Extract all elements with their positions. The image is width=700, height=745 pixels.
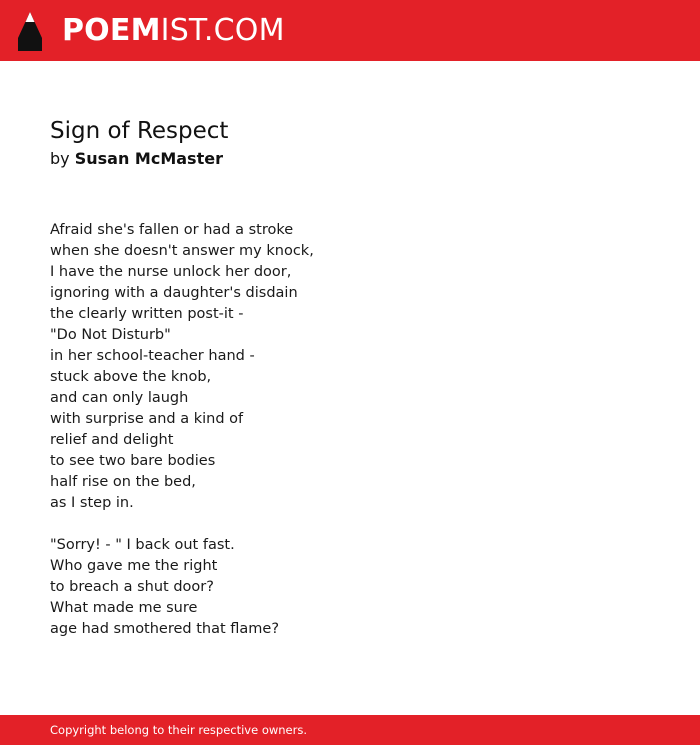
poem-byline xyxy=(50,148,650,170)
poem-line: to see two bare bodies xyxy=(50,453,216,469)
poem-line: when she doesn't answer my knock, xyxy=(50,243,314,259)
poem-body xyxy=(50,220,650,640)
poem-line: with surprise and a kind of xyxy=(50,411,244,427)
site-logo-link[interactable] xyxy=(17,9,285,53)
poem-line: relief and delight xyxy=(50,432,174,448)
poem-line: half rise on the bed, xyxy=(50,474,196,490)
poem-line: ignoring with a daughter's disdain xyxy=(50,285,298,301)
site-header xyxy=(0,0,700,61)
poem-line: age had smothered that flame? xyxy=(50,621,280,637)
byline-prefix: by xyxy=(50,149,70,168)
poem-line: stuck above the knob, xyxy=(50,369,212,385)
copyright-text: Copyright belong to their respective owners. xyxy=(50,723,308,737)
stanza-break xyxy=(50,514,650,535)
poem-line: I have the nurse unlock her door, xyxy=(50,264,292,280)
poem-line: What made me sure xyxy=(50,600,198,616)
poem-line: and can only laugh xyxy=(50,390,189,406)
poem-stanza-2 xyxy=(50,535,650,640)
poem-title: Sign of Respect xyxy=(50,118,229,144)
poem-line: as I step in. xyxy=(50,495,134,511)
poem-line: the clearly written post-it - xyxy=(50,306,244,322)
poem-line: Who gave me the right xyxy=(50,558,218,574)
poem-line: to breach a shut door? xyxy=(50,579,214,595)
site-brand xyxy=(62,13,285,48)
poem-stanza-1 xyxy=(50,220,650,514)
site-footer xyxy=(0,715,700,745)
poem-line: Afraid she's fallen or had a stroke xyxy=(50,222,294,238)
poem-line: "Do Not Disturb" xyxy=(50,327,171,343)
brand-light-text: IST.COM xyxy=(160,13,285,48)
brand-bold-text: POEM xyxy=(62,13,161,48)
pencil-tip-icon xyxy=(17,10,43,52)
poem-line: in her school-teacher hand - xyxy=(50,348,255,364)
poem-author: Susan McMaster xyxy=(74,149,223,168)
poem-container xyxy=(50,115,650,640)
poem-line: "Sorry! - " I back out fast. xyxy=(50,537,235,553)
